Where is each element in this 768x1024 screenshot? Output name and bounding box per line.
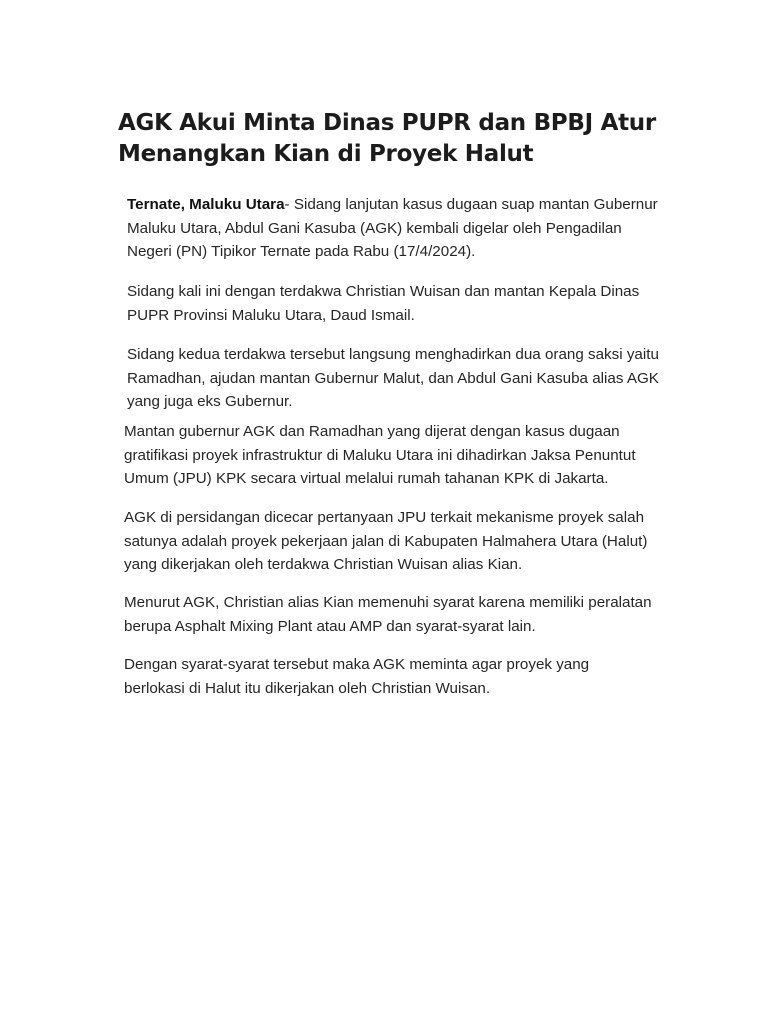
article-paragraph-6: Menurut AGK, Christian alias Kian memenuhi syarat karena memiliki peralatan berupa Asphalt Mixing Plant atau AMP dan syarat-syarat lain. [124,594,652,635]
paragraph-1-text: - Sidang lanjutan kasus dugaan suap mantan Gubernur Maluku Utara, Abdul Gani Kasuba (AGK) kembali digelar oleh Pengadilan Negeri (PN) Tipikor Ternate pada Rabu (17/4/2024). [127,196,658,260]
dateline: Ternate, Maluku Utara [127,196,285,213]
article-paragraph-4: Mantan gubernur AGK dan Ramadhan yang dijerat dengan kasus dugaan gratifikasi proyek infrastruktur di Maluku Utara ini dihadirkan Jaksa Penuntut Umum (JPU) KPK secara virtual melalui rumah tahanan KPK di Jakarta. [124,423,636,487]
article-paragraph-3: Sidang kedua terdakwa tersebut langsung menghadirkan dua orang saksi yaitu Ramadhan, ajudan mantan Gubernur Malut, dan Abdul Gani Kasuba alias AGK yang juga eks Gubernur. [127,346,659,410]
article-paragraph-7: Dengan syarat-syarat tersebut maka AGK meminta agar proyek yang berlokasi di Halut itu dikerjakan oleh Christian Wuisan. [124,656,590,697]
article-paragraph-2: Sidang kali ini dengan terdakwa Christian Wuisan dan mantan Kepala Dinas PUPR Provinsi Maluku Utara, Daud Ismail. [127,283,640,324]
article-title: AGK Akui Minta Dinas PUPR dan BPBJ Atur Menangkan Kian di Proyek Halut [118,110,656,167]
article-paragraph-5: AGK di persidangan dicecar pertanyaan JPU terkait mekanisme proyek salah satunya adalah proyek pekerjaan jalan di Kabupaten Halmahera Utara (Halut) yang dikerjakan oleh terdakwa Christian Wuisan alias Kian. [124,509,648,573]
article-paragraph-1 [127,193,667,264]
